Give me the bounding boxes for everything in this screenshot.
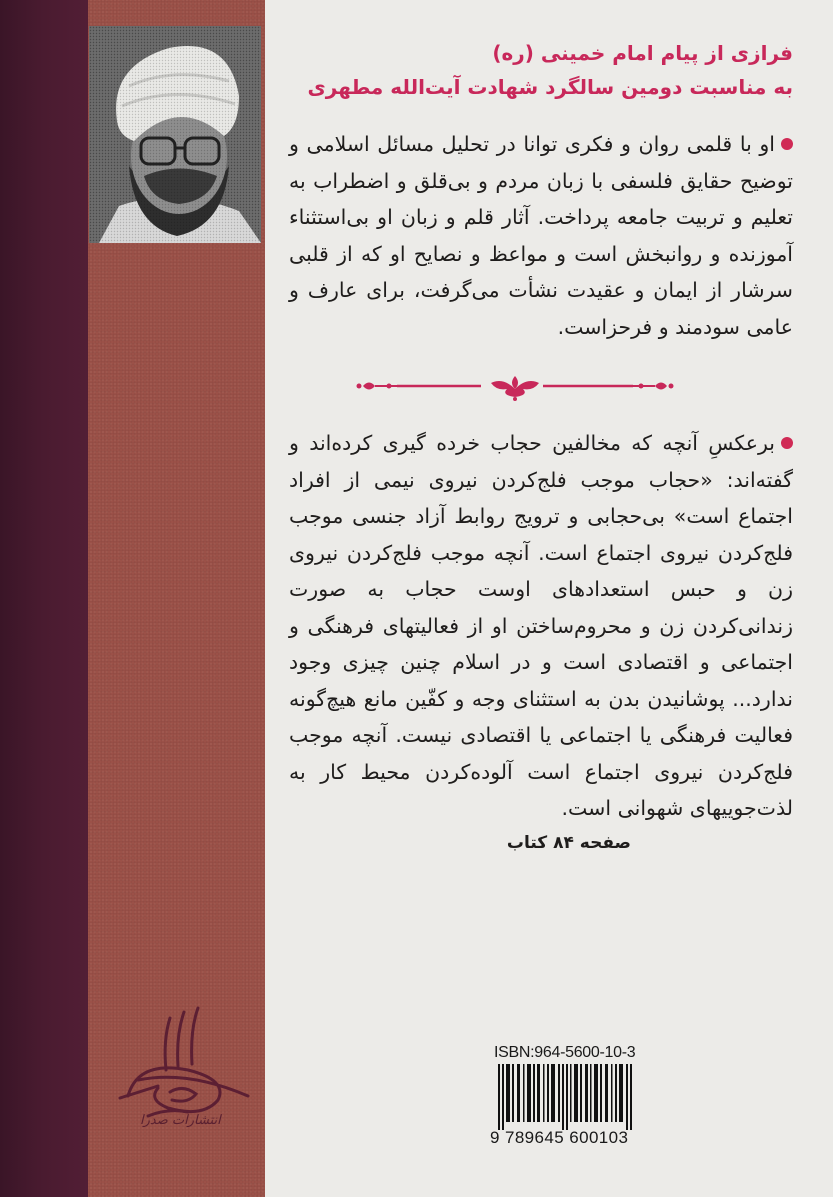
bullet-dot-icon [781, 138, 793, 150]
quote-paragraph-2 [289, 425, 801, 827]
heading-line-1: فرازی از پیام امام خمینی (ره) [492, 41, 793, 65]
quote-paragraph-1-text: او با قلمی روان و فکری توانا در تحلیل مسائل اسلامی و توضیح حقایق فلسفی با زبان مردم و بی‌قلق و اضطراب به تعلیم و تربیت جامعه پرداخت. آثار قلم و زبان او بی‌استثناء آموزنده و روانبخش است و مواعظ و نصایح او که از قلبی سرشار از ایمان و عقیدت نشأت می‌گرفت، برای عارف و عامی سودمند و فرحزاست. [289, 132, 793, 339]
isbn-label: ISBN:964-5600-10-3 [494, 1044, 636, 1061]
isbn-barcode [490, 1044, 636, 1152]
quote-paragraph-1 [289, 126, 801, 345]
ean-digits: 9 789645 600103 [490, 1128, 629, 1147]
back-cover-text [289, 36, 801, 870]
source-reference: صفحه ۸۴ کتاب [506, 832, 631, 853]
publisher-name: انتشارات صدرا [140, 1113, 221, 1128]
ornamental-divider-icon [355, 371, 675, 401]
book-spine [0, 0, 88, 1197]
author-portrait [89, 26, 261, 243]
barcode-bars-icon [498, 1064, 634, 1130]
portrait-image [89, 26, 261, 243]
heading-line-2: به مناسبت دومین سالگرد شهادت آیت‌الله مطهری [307, 75, 793, 99]
bullet-dot-icon [781, 437, 793, 449]
quote-paragraph-2-text: برعکسِ آنچه که مخالفین حجاب خرده گیری کرده‌اند و گفته‌اند: «حجاب موجب فلج‌کردن نیروی نیمی از افراد اجتماع است» بی‌حجابی و ترویج روابط آزاد جنسی موجب فلج‌کردن نیروی اجتماع است. آنچه موجب فلج‌کردن نیروی زن و حبس استعدادهای اوست حجاب به صورت زندانی‌کردن زن و محروم‌ساختن او از فعالیتهای فرهنگی و اجتماعی و اقتصادی است و در اسلام چنین چیزی وجود ندارد... پوشانیدن بدن به استثنای وجه و کفّین مانع هیچ‌گونه فعالیت فرهنگی یا اجتماعی یا اقتصادی نیست. آنچه موجب فلج‌کردن نیروی اجتماع است آلوده‌کردن محیط کار به لذت‌جوییهای شهوانی است. [289, 431, 793, 820]
